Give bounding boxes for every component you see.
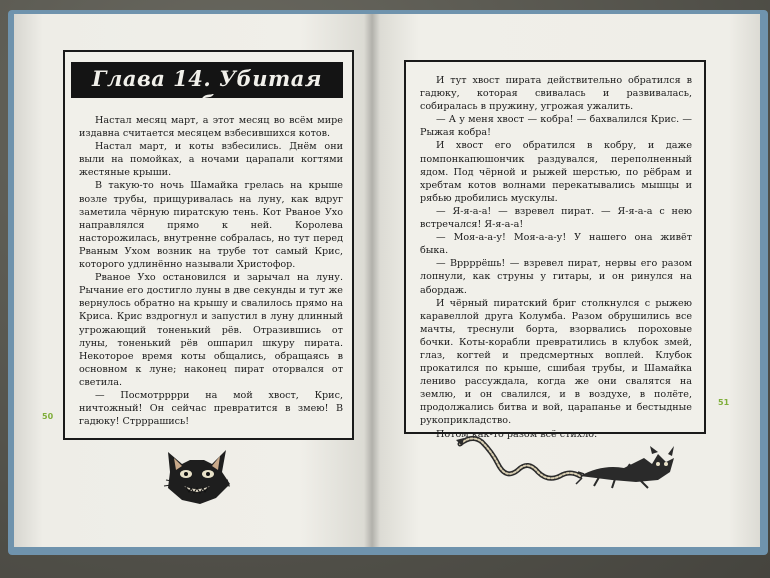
paragraph: Настал месяц март, а этот месяц во всём мире издавна считается месяцем взбесившихся котов. — [79, 115, 343, 140]
paragraph: Рваное Ухо остановился и зарычал на луну. Рычание его достигло луны в две секунды и тут же вернулось обратно на крышу и свалилось прямо на Криса. Крис вздрогнул и запустил в луну длинный угрожающий тоненький рёв. Отразившись от луны, тоненький рёв ошпарил шкуру пирата. Некоторое время коты общались, обращаясь в основном к луне; наконец пират оторвался от светила. — [79, 272, 343, 388]
paragraph: — Моя-а-а-у! Моя-а-а-у! У нашего она живёт быка. — [420, 232, 692, 257]
paragraph: Настал март, и коты взбесились. Днём они выли на помойках, а ночами царапали когтями жестяные крыши. — [79, 141, 343, 179]
paragraph: — Вррррёшь! — взревел пират, нервы его разом лопнули, как струны у гитары, и он ринулся на абордаж. — [420, 258, 692, 296]
left-text-frame — [63, 50, 354, 440]
chapter-title-plate — [71, 62, 343, 116]
paragraph: — А у меня хвост — кобра! — бахвалился Крис. — Рыжая кобра! — [420, 114, 692, 139]
page-number-right: 51 — [718, 398, 730, 407]
chapter-title: Глава 14. Убитая кобра — [91, 66, 323, 116]
paragraph: Потом как-то разом всё стихло. — [436, 428, 598, 440]
snake-and-cat-illustration — [452, 424, 692, 490]
page-number-left: 50 — [42, 412, 54, 421]
left-page-text — [79, 114, 343, 428]
cat-head-illustration — [160, 446, 234, 508]
paragraph: — Я-я-а-а! — взревел пират. — Я-я-а-а с нею встречался! Я-я-а-а! — [420, 205, 692, 231]
paragraph: И хвост его обратился в кобру, и даже помпонкапюшончик раздувался, переполненный ядом. Под чёрной и рыжей шерстью, по рёбрам и хребтам котов волнами перекатывались мышцы и рябью дробились мускулы. — [420, 140, 692, 204]
paragraph: — Посмотрррри на мой хвост, Крис, ничтожный! Он сейчас превратится в змею! В гадюку! Стрррашись! — [79, 389, 343, 428]
right-text-frame — [404, 60, 706, 440]
right-page-text — [420, 74, 692, 441]
paragraph: И чёрный пиратский бриг столкнулся с рыжею каравеллой друга Колумба. Разом обрушились все мачты, треснули борта, взорвались пороховые бочки. Коты-корабли превратились в клубок змей, глаз, когтей и предсмертных воплей. Клубок прокатился по крыше, сшибая трубы, и Шамайка лениво рассуждала, когда же они свалятся на землю, и он свалился, и в воздухе, в полёте, продолжались битва и вой, царапанье и бестыдные рукоприкладство. — [420, 297, 692, 427]
paragraph: И тут хвост пирата действительно обратился в гадюку, которая свивалась и развивалась, собиралась в пружину, угрожая ужалить. — [420, 75, 692, 113]
paragraph: В такую-то ночь Шамайка грелась на крыше возле трубы, прищуривалась на луну, как вдруг заметила чёрную пиратскую тень. Кот Рваное Ухо направлялся прямо к ней. Королева насторожилась, внутренне собралась, но тут перед Рваным Ухом возник на трубе тот самый Крис, которого удлинённо называли Христофор. — [79, 180, 343, 271]
book-gutter — [364, 14, 380, 547]
